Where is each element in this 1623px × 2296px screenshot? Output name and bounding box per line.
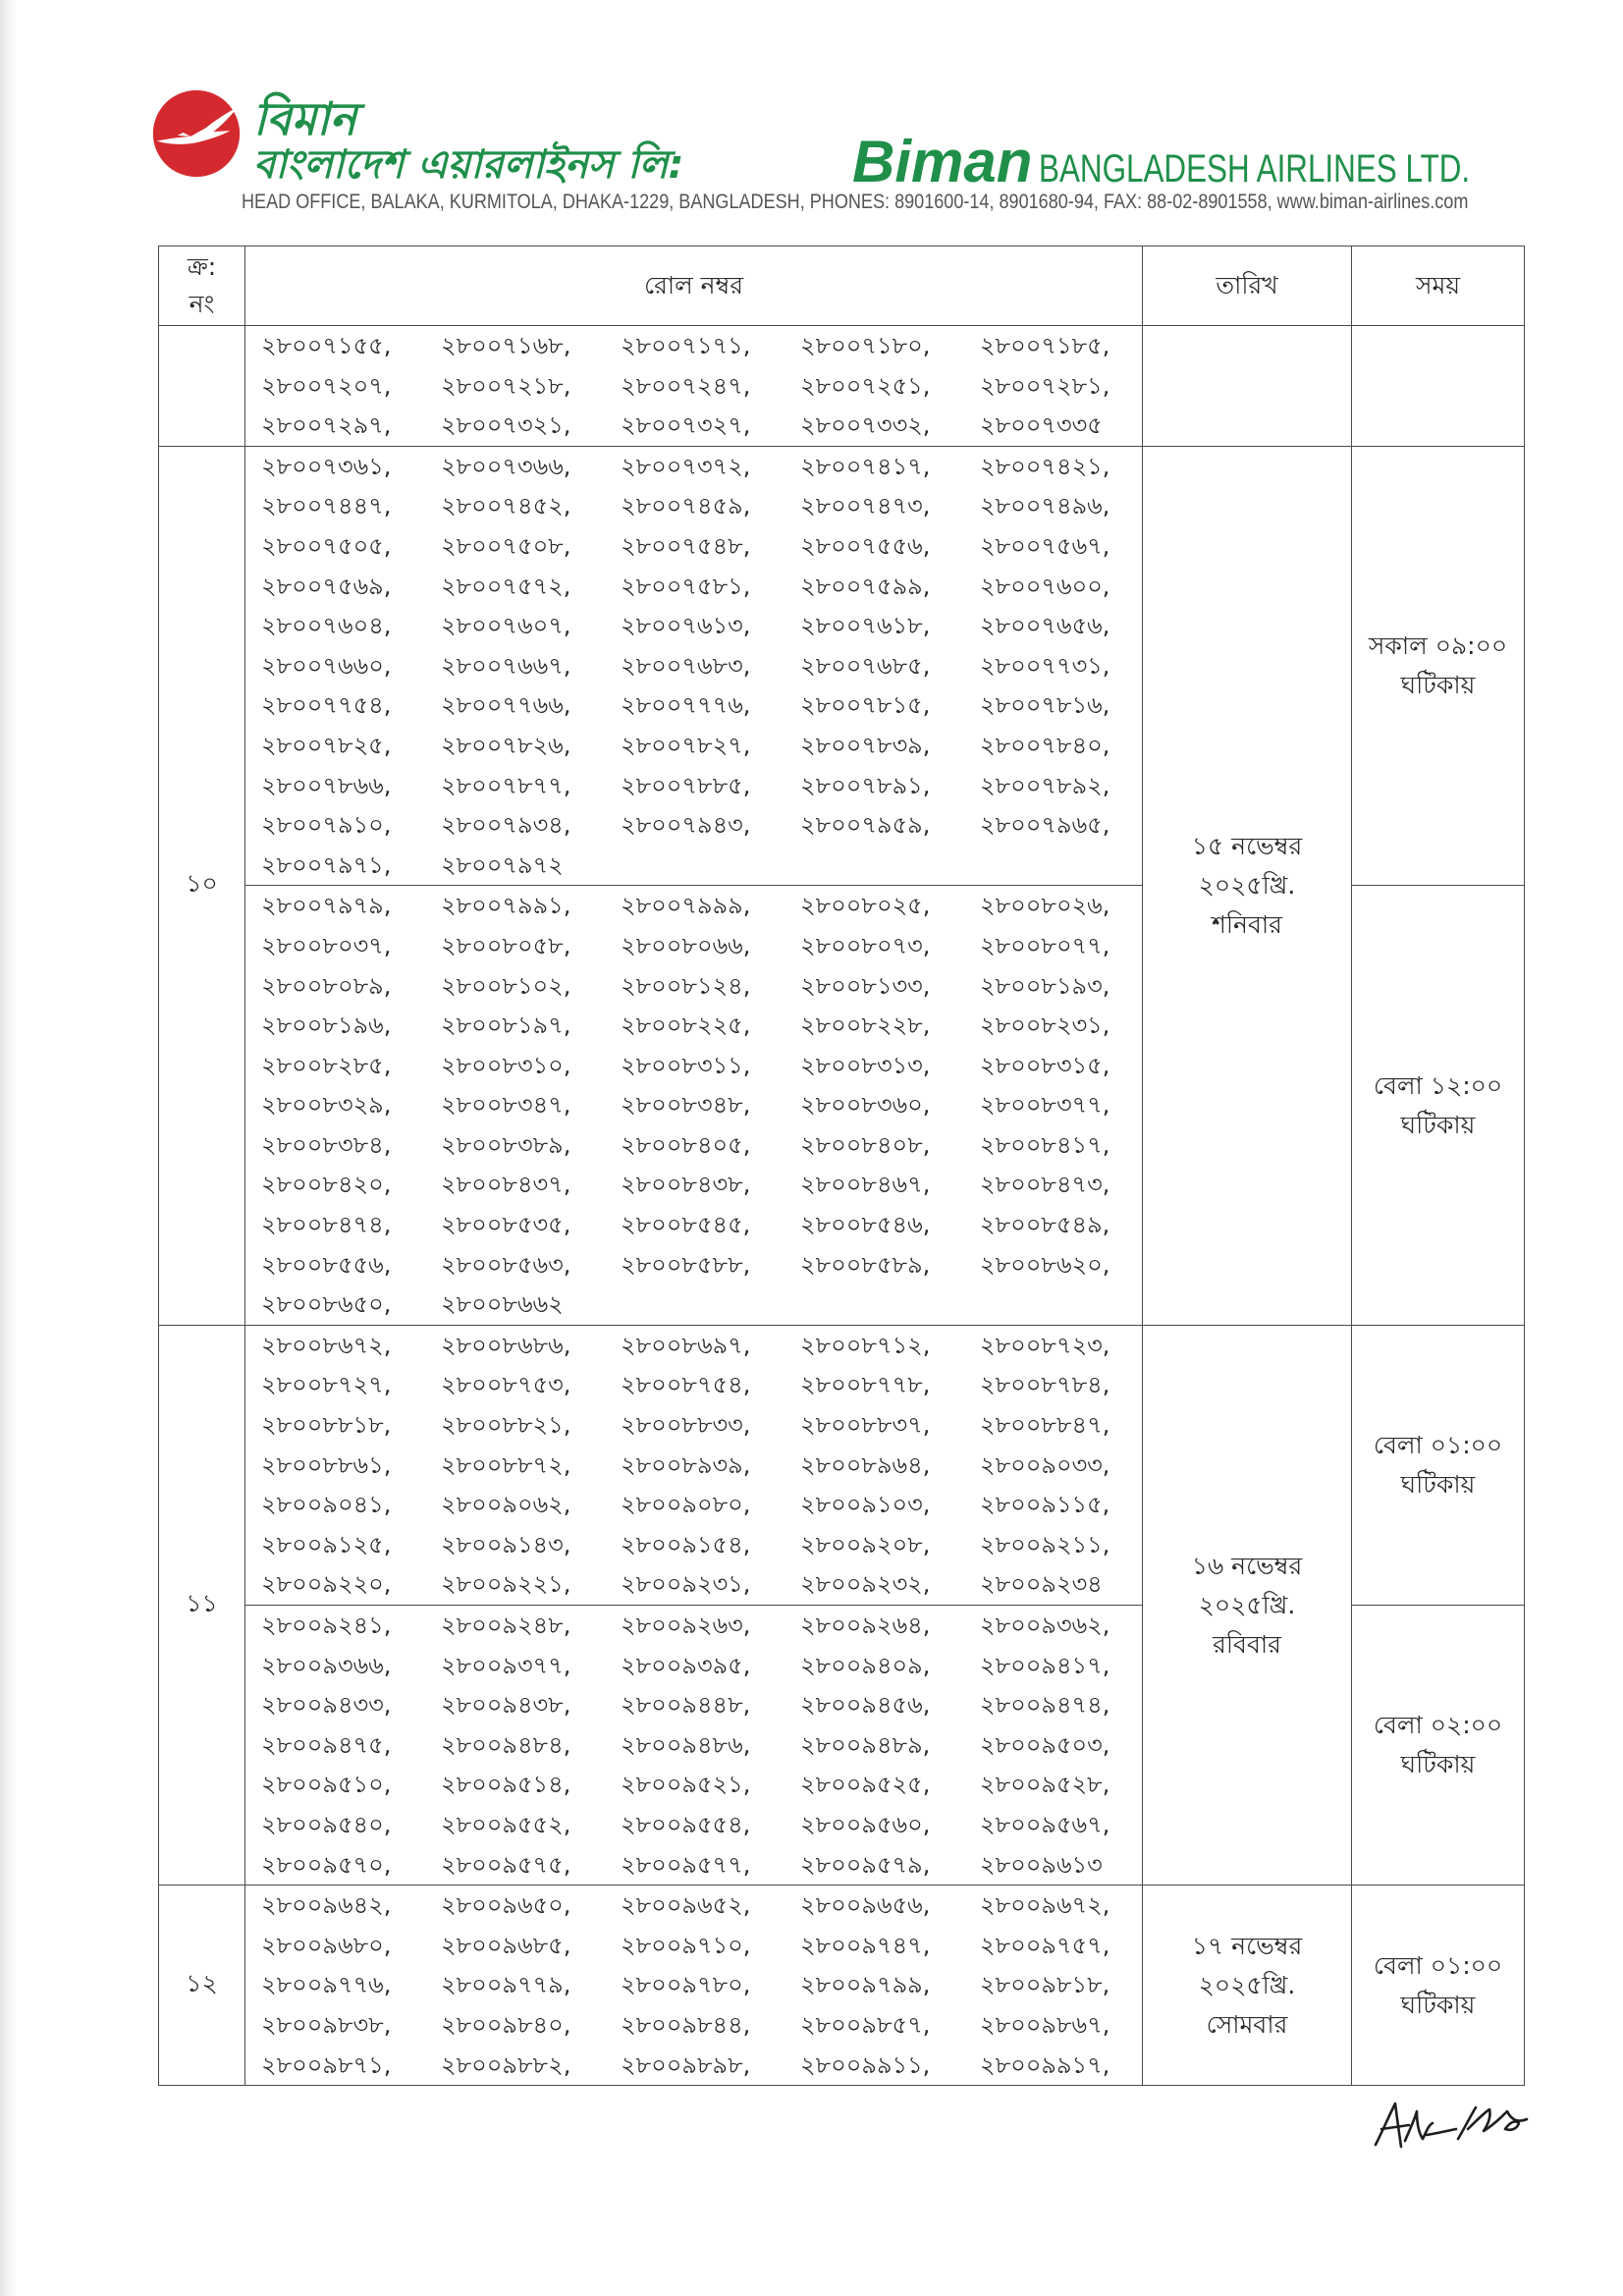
roll-number: ২৮০০৮০৩৭, [261, 931, 392, 959]
date-line: ২০২৫খ্রি. [1198, 1590, 1296, 1619]
biman-bird-logo-icon [149, 86, 243, 181]
roll-number: ২৮০০৮৭৭৮, [800, 1371, 931, 1399]
date-line: ১৭ নভেম্বর [1191, 1931, 1303, 1960]
head-office-address: HEAD OFFICE, BALAKA, KURMITOLA, DHAKA-1229, BANGLADESH, PHONES: 8901600-14, 8901680-94, FAX: 88-02-8901558, www.biman-airlines.com [242, 191, 1469, 213]
time-text [1352, 1066, 1524, 1145]
roll-number: ২৮০০৮৪০৮, [800, 1130, 931, 1159]
serial-cell: ১২ [159, 1886, 245, 2086]
roll-number: ২৮০০৮৮২১, [441, 1411, 571, 1440]
date-line: রবিবার [1213, 1629, 1281, 1659]
roll-number: ২৮০০৯৫৬৭, [980, 1810, 1110, 1838]
roll-number: ২৮০০৭৩৩৫ [980, 411, 1103, 440]
roll-number: ২৮০০৮৩২৯, [261, 1091, 392, 1120]
roll-number: ২৮০০৭৬৮৫, [800, 651, 931, 680]
roll-cell [245, 446, 1143, 886]
roll-number: ২৮০০৮৩৭৭, [980, 1091, 1110, 1120]
roll-number: ২৮০০৯৮৬৭, [980, 2010, 1110, 2039]
table-row [159, 1325, 1525, 1605]
roll-number: ২৮০০৮১৯৭, [441, 1011, 571, 1040]
roll-number: ২৮০০৯৫২৫, [800, 1771, 931, 1799]
roll-number: ২৮০০৯২২১, [441, 1570, 571, 1599]
roll-number-list [245, 1326, 1142, 1605]
roll-number: ২৮০০৭৬৫৬, [980, 612, 1110, 640]
roll-number: ২৮০০৮২২৮, [800, 1011, 931, 1040]
serial-cell: ১০ [159, 446, 245, 1325]
roll-number: ২৮০০৯৪৭৪, [980, 1691, 1110, 1720]
roll-number: ২৮০০৯১২৫, [261, 1530, 392, 1558]
time-line: ঘটিকায় [1400, 1469, 1476, 1499]
date-header: তারিখ [1143, 246, 1352, 326]
roll-number: ২৮০০৯৫৬০, [800, 1810, 931, 1838]
roll-number: ২৮০০৯৪৩৮, [441, 1691, 571, 1720]
roll-number: ২৮০০৭৩৩২, [800, 411, 931, 440]
roll-number: ২৮০০৭৬০৪, [261, 612, 392, 640]
roll-number: ২৮০০৮৬৫০, [261, 1290, 392, 1319]
roll-number: ২৮০০৮৬৯৭, [621, 1331, 751, 1359]
roll-number: ২৮০০৯৪৮৯, [800, 1730, 931, 1759]
roll-number: ২৮০০৭২৪৭, [621, 371, 751, 400]
roll-number: ২৮০০৭৯৪৩, [621, 811, 751, 840]
roll-number: ২৮০০৮৭২৭, [261, 1371, 392, 1399]
time-line: ঘটিকায় [1400, 671, 1476, 700]
roll-number: ২৮০০৯৮৯৮, [621, 2050, 751, 2079]
roll-number: ২৮০০৭৯৭২ [441, 850, 564, 879]
roll-number: ২৮০০৯৪৭৫, [261, 1730, 392, 1759]
roll-number-list [245, 886, 1142, 1325]
date-cell [1143, 1886, 1352, 2086]
roll-number: ২৮০০৭৯৯১, [441, 892, 571, 920]
roll-number: ২৮০০৯২৩২, [800, 1570, 931, 1599]
roll-number: ২৮০০৯৪৫৬, [800, 1691, 931, 1720]
roll-number: ২৮০০৮৪৭৩, [980, 1171, 1110, 1199]
date-text [1143, 827, 1351, 945]
time-line: বেলা ০২:০০ [1373, 1711, 1503, 1740]
roll-number: ২৮০০৮৮৪৭, [980, 1411, 1110, 1440]
signature [1370, 2090, 1532, 2153]
roll-number: ২৮০০৭৪৯৬, [980, 492, 1110, 520]
date-line: ২০২৫খ্রি. [1198, 870, 1296, 900]
roll-number: ২৮০০৭৮১৫, [800, 691, 931, 720]
roll-number: ২৮০০৭৩৬১, [261, 452, 392, 480]
roll-number: ২৮০০৮৪১৭, [980, 1130, 1110, 1159]
roll-number: ২৮০০৯৫৭৭, [621, 1850, 751, 1879]
roll-number: ২৮০০৯১০৩, [800, 1491, 931, 1519]
roll-number: ২৮০০৭২০৭, [261, 371, 392, 400]
roll-number: ২৮০০৭১৬৮, [441, 332, 571, 359]
roll-number: ২৮০০৮১০২, [441, 971, 571, 1000]
roll-number: ২৮০০৮৩১৩, [800, 1051, 931, 1079]
roll-number: ২৮০০৮২২৫, [621, 1011, 751, 1040]
roll-number: ২৮০০৮৫৪৫, [621, 1211, 751, 1239]
time-cell [1352, 1606, 1525, 1886]
roll-number: ২৮০০৯০৩৩, [980, 1450, 1110, 1479]
roll-number: ২৮০০৮৫৪৯, [980, 1211, 1110, 1239]
roll-number: ২৮০০৮১২৪, [621, 971, 751, 1000]
roll-number: ২৮০০৭৫৮১, [621, 572, 751, 600]
roll-number: ২৮০০৯৫০৩, [980, 1730, 1110, 1759]
roll-number: ২৮০০৭৫০৫, [261, 531, 392, 560]
table-row [159, 1886, 1525, 2086]
table-row [159, 326, 1525, 447]
roll-number: ২৮০০৯৭৭৬, [261, 1971, 392, 1999]
roll-number: ২৮০০৭২৮১, [980, 371, 1110, 400]
roll-number: ২৮০০৭২৯৭, [261, 411, 392, 440]
brand-suffix: BANGLADESH AIRLINES LTD. [1039, 147, 1471, 191]
roll-number: ২৮০০৯৩৯৫, [621, 1651, 751, 1679]
roll-number: ২৮০০৭৮৯১, [800, 771, 931, 799]
roll-number: ২৮০০৮৫৮৯, [800, 1250, 931, 1279]
time-cell [1352, 1886, 1525, 2086]
roll-number: ২৮০০৯৬৫৬, [800, 1891, 931, 1920]
roll-number: ২৮০০৯৭১০, [621, 1931, 751, 1959]
roll-number: ২৮০০৯৮৩৮, [261, 2010, 392, 2039]
roll-number: ২৮০০৭৪২১, [980, 452, 1110, 480]
roll-number: ২৮০০৭২১৮, [441, 371, 571, 400]
roll-number-list [245, 1886, 1142, 2085]
roll-number: ২৮০০৭৭৩১, [980, 651, 1110, 680]
roll-number: ২৮০০৮৭৮৪, [980, 1371, 1110, 1399]
roll-number: ২৮০০৯৬৭২, [980, 1891, 1110, 1920]
roll-number: ২৮০০৮০২৬, [980, 892, 1110, 920]
roll-number: ২৮০০৯১১৫, [980, 1491, 1110, 1519]
roll-number: ২৮০০৭৬১৮, [800, 612, 931, 640]
roll-number: ২৮০০৯২৩১, [621, 1570, 751, 1599]
roll-number: ২৮০০৭৫৯৯, [800, 572, 931, 600]
time-cell [1352, 326, 1525, 447]
roll-number: ২৮০০৮৫৮৮, [621, 1250, 751, 1279]
roll-number: ২৮০০৮০৬৬, [621, 931, 751, 959]
time-cell [1352, 1325, 1525, 1605]
roll-number: ২৮০০৭৬১৩, [621, 612, 751, 640]
roll-number: ২৮০০৯৮৪৪, [621, 2010, 751, 2039]
roll-number: ২৮০০৮৩১১, [621, 1051, 751, 1079]
roll-number: ২৮০০৯৫৭০, [261, 1850, 392, 1879]
roll-number: ২৮০০৯৭৮০, [621, 1971, 751, 1999]
roll-number: ২৮০০৮০৭৭, [980, 931, 1110, 959]
roll-number: ২৮০০৭৯৯৯, [621, 892, 751, 920]
roll-number: ২৮০০৯৩৬২, [980, 1612, 1110, 1639]
date-cell [1143, 446, 1352, 1325]
time-cell [1352, 886, 1525, 1326]
time-text [1352, 1946, 1524, 2025]
roll-number: ২৮০০৯২৬৪, [800, 1612, 931, 1639]
roll-number: ২৮০০৮০৭৩, [800, 931, 931, 959]
roll-number: ২৮০০৮৫৪৬, [800, 1211, 931, 1239]
roll-cell [245, 1886, 1143, 2086]
roll-number-list [245, 447, 1142, 886]
roll-number: ২৮০০৮৭২৩, [980, 1331, 1110, 1359]
roll-number-list [245, 326, 1142, 446]
roll-number: ২৮০০৭৪১৭, [800, 452, 931, 480]
date-text [1143, 1547, 1351, 1665]
time-text [1352, 1426, 1524, 1504]
roll-number: ২৮০০৮৫৫৬, [261, 1250, 392, 1279]
roll-number: ২৮০০৯৮৮২, [441, 2050, 571, 2079]
roll-number: ২৮০০৮১৩৩, [800, 971, 931, 1000]
roll-number: ২৮০০৮৩৬০, [800, 1091, 931, 1120]
serial-cell [159, 326, 245, 447]
roll-number: ২৮০০৯০৬২, [441, 1491, 571, 1519]
roll-number: ২৮০০৯২০৮, [800, 1530, 931, 1558]
roll-number: ২৮০০৮৪৭৪, [261, 1211, 392, 1239]
roll-number: ২৮০০৭৯১০, [261, 811, 392, 840]
roll-number: ২৮০০৭৩৭২, [621, 452, 751, 480]
roll-number: ২৮০০৯৬৫২, [621, 1891, 751, 1920]
roll-number: ২৮০০৮৮১৮, [261, 1411, 392, 1440]
roll-number: ২৮০০৮০২৫, [800, 892, 931, 920]
roll-number: ২৮০০৮৭১২, [800, 1331, 931, 1359]
roll-number: ২৮০০৯২৬৩, [621, 1612, 751, 1639]
roll-number: ২৮০০৯১৪৩, [441, 1530, 571, 1558]
roll-number: ২৮০০৯৫৭৫, [441, 1850, 571, 1879]
roll-number: ২৮০০৮৯৩৯, [621, 1450, 751, 1479]
roll-number: ২৮০০৯৪৪৮, [621, 1691, 751, 1720]
roll-number: ২৮০০৮৬২০, [980, 1250, 1110, 1279]
roll-number: ২৮০০৮৩৮৪, [261, 1130, 392, 1159]
roll-number: ২৮০০৮৪৩৭, [441, 1171, 571, 1199]
roll-number: ২৮০০৮৮৩৭, [800, 1411, 931, 1440]
date-line: ২০২৫খ্রি. [1198, 1970, 1296, 1999]
time-line: ঘটিকায় [1400, 1750, 1476, 1779]
roll-number: ২৮০০৭৮৪০, [980, 731, 1110, 759]
roll-number: ২৮০০৮০৮৯, [261, 971, 392, 1000]
date-line: ১৬ নভেম্বর [1191, 1551, 1303, 1580]
date-cell [1143, 326, 1352, 447]
roll-number-list [245, 1606, 1142, 1885]
roll-number: ২৮০০৭৮৬৬, [261, 771, 392, 799]
roll-number: ২৮০০৭৯৭১, [261, 850, 392, 879]
roll-number: ২৮০০৯৭৯৯, [800, 1971, 931, 1999]
roll-number: ২৮০০৭৮১৬, [980, 691, 1110, 720]
roll-number: ২৮০০৮৪০৫, [621, 1130, 751, 1159]
roll-number: ২৮০০৭৩২৭, [621, 411, 751, 440]
roll-number: ২৮০০৭৪৫৯, [621, 492, 751, 520]
roll-number: ২৮০০৯৬৫০, [441, 1891, 571, 1920]
roll-number: ২৮০০৯৯১৭, [980, 2050, 1110, 2079]
roll-number: ২৮০০৯৫১৪, [441, 1771, 571, 1799]
roll-number: ২৮০০৮৯৬৪, [800, 1450, 931, 1479]
roll-number: ২৮০০৯৪৮৬, [621, 1730, 751, 1759]
table-header-row [159, 246, 1525, 326]
roll-number: ২৮০০৭৮৭৭, [441, 771, 571, 799]
roll-number: ২৮০০৯৮১৮, [980, 1971, 1110, 1999]
roll-number: ২৮০০৮৫৩৫, [441, 1211, 571, 1239]
time-line: ঘটিকায় [1400, 1990, 1476, 2019]
roll-number: ২৮০০৭৬০৭, [441, 612, 571, 640]
roll-number: ২৮০০৯৮৭১, [261, 2050, 392, 2079]
roll-number: ২৮০০৯৮৫৭, [800, 2010, 931, 2039]
roll-number: ২৮০০৯২২০, [261, 1570, 392, 1599]
roll-number: ২৮০০৭৪৪৭, [261, 492, 392, 520]
roll-number: ২৮০০৯৩৬৬, [261, 1651, 392, 1679]
date-line: ১৫ নভেম্বর [1191, 831, 1303, 860]
roll-number: ২৮০০৭৮৩৯, [800, 731, 931, 759]
bengali-wordmark-line2: বাংলাদেশ এয়ারলাইনস লি: [253, 142, 684, 188]
roll-number: ২৮০০৭৫৬৭, [980, 531, 1110, 560]
roll-number: ২৮০০৭২৫১, [800, 371, 931, 400]
roll-number: ২৮০০৭৭৬৬, [441, 691, 571, 720]
roll-number: ২৮০০৯৬৪২, [261, 1891, 392, 1920]
roll-number: ২৮০০৯৬১৩ [980, 1850, 1103, 1879]
roll-number: ২৮০০৭৩৬৬, [441, 452, 571, 480]
roll-number: ২৮০০৯৭৪৭, [800, 1931, 931, 1959]
roll-number: ২৮০০৭৫০৮, [441, 531, 571, 560]
roll-number: ২৮০০৯৬৮৫, [441, 1931, 571, 1959]
roll-number: ২৮০০৭৬৬০, [261, 651, 392, 680]
roll-number: ২৮০০৯৪৩৩, [261, 1691, 392, 1720]
roll-number: ২৮০০৮৭৫৪, [621, 1371, 751, 1399]
roll-number: ২৮০০৯৫১০, [261, 1771, 392, 1799]
roll-number: ২৮০০৯৪০৯, [800, 1651, 931, 1679]
roll-number: ২৮০০৯২৩৪ [980, 1570, 1103, 1599]
time-line: বেলা ১২:০০ [1373, 1070, 1503, 1100]
serial-header-line1: ক্র: [187, 252, 217, 281]
roll-number: ২৮০০৭৫৬৯, [261, 572, 392, 600]
serial-cell: ১১ [159, 1325, 245, 1885]
date-line: শনিবার [1212, 909, 1282, 939]
roll-number: ২৮০০৭১৮৫, [980, 332, 1110, 359]
roll-number: ২৮০০৮৩১৫, [980, 1051, 1110, 1079]
roll-number: ২৮০০৮১৯৩, [980, 971, 1110, 1000]
roll-number: ২৮০০৭৫৪৮, [621, 531, 751, 560]
roll-number: ২৮০০৮২৮৫, [261, 1051, 392, 1079]
roll-number: ২৮০০৮৬৭২, [261, 1331, 392, 1359]
roll-number: ২৮০০৯০৮০, [621, 1491, 751, 1519]
roll-number: ২৮০০৯২৪৮, [441, 1612, 571, 1639]
time-line: বেলা ০১:০০ [1373, 1430, 1503, 1459]
roll-number: ২৮০০৮৮৭২, [441, 1450, 571, 1479]
roll-number: ২৮০০৭৩২১, [441, 411, 571, 440]
roll-number: ২৮০০৯৭৭৯, [441, 1971, 571, 1999]
roll-number: ২৮০০৭৮২৭, [621, 731, 751, 759]
roll-number: ২৮০০৯৭৫৭, [980, 1931, 1110, 1959]
roll-number: ২৮০০৭১৫৫, [261, 332, 392, 359]
roll-number: ২৮০০৮১৯৬, [261, 1011, 392, 1040]
roll-number: ২৮০০৮৪২০, [261, 1171, 392, 1199]
roll-number: ২৮০০৭৮২৫, [261, 731, 392, 759]
roll-number: ২৮০০৯৫২১, [621, 1771, 751, 1799]
roll-number: ২৮০০৯১৫৪, [621, 1530, 751, 1558]
roll-number: ২৮০০৯৫৭৯, [800, 1850, 931, 1879]
date-line: সোমবার [1206, 2009, 1288, 2039]
time-header: সময় [1352, 246, 1525, 326]
roll-number: ২৮০০৭৭৫৪, [261, 691, 392, 720]
roll-number: ২৮০০৯৪১৭, [980, 1651, 1110, 1679]
roll-cell [245, 1606, 1143, 1886]
roll-number: ২৮০০৯৫৫২, [441, 1810, 571, 1838]
roll-number: ২৮০০৭৫৭২, [441, 572, 571, 600]
roll-number: ২৮০০৭৪৫২, [441, 492, 571, 520]
time-line: ঘটিকায় [1400, 1110, 1476, 1139]
roll-number: ২৮০০৮৩৪৭, [441, 1091, 571, 1120]
roll-number: ২৮০০৭৫৫৬, [800, 531, 931, 560]
roll-number: ২৮০০৮৩৪৮, [621, 1091, 751, 1120]
serial-header-line2: নং [189, 290, 215, 318]
roll-number: ২৮০০৭৬০০, [980, 572, 1110, 600]
scan-edge [0, 0, 16, 2296]
roll-cell [245, 1325, 1143, 1605]
roll-number: ২৮০০৮৬৮৬, [441, 1331, 571, 1359]
roll-number: ২৮০০৭৬৬৭, [441, 651, 571, 680]
roll-number: ২৮০০৮৬৬২ [441, 1290, 564, 1319]
table-row [159, 446, 1525, 886]
roll-number: ২৮০০৭৯৭৯, [261, 892, 392, 920]
roll-number: ২৮০০৮৪৩৮, [621, 1171, 751, 1199]
roll-header: রোল নম্বর [245, 246, 1143, 326]
roll-number: ২৮০০৭৬৮৩, [621, 651, 751, 680]
roll-number: ২৮০০৭৯৫৯, [800, 811, 931, 840]
roll-number: ২৮০০৯২১১, [980, 1530, 1110, 1558]
time-line: বেলা ০১:০০ [1373, 1950, 1503, 1980]
roll-number: ২৮০০৮৮৩৩, [621, 1411, 751, 1440]
date-cell [1143, 1325, 1352, 1885]
brand-name: Biman [852, 129, 1033, 194]
roll-number: ২৮০০৯২৪১, [261, 1612, 392, 1639]
roll-number: ২৮০০৯০৪১, [261, 1491, 392, 1519]
roll-number: ২৮০০৯৮৪০, [441, 2010, 571, 2039]
roll-number: ২৮০০৮৩৮৯, [441, 1130, 571, 1159]
roll-number: ২৮০০৮৮৬১, [261, 1450, 392, 1479]
exam-schedule-table [158, 246, 1525, 2086]
roll-number: ২৮০০৮০৫৮, [441, 931, 571, 959]
roll-number: ২৮০০৯৩৭৭, [441, 1651, 571, 1679]
bengali-wordmark-line1: বিমান [253, 92, 357, 145]
roll-number: ২৮০০৯৫৪০, [261, 1810, 392, 1838]
roll-number: ২৮০০৯৫২৮, [980, 1771, 1110, 1799]
roll-number: ২৮০০৮২৩১, [980, 1011, 1110, 1040]
time-text [1352, 627, 1524, 705]
time-line: সকাল ০৯:০০ [1368, 631, 1508, 661]
roll-number: ২৮০০৮৩১০, [441, 1051, 571, 1079]
roll-number: ২৮০০৭৪৭৩, [800, 492, 931, 520]
roll-number: ২৮০০৮৫৬৩, [441, 1250, 571, 1279]
roll-number: ২৮০০৭৯৩৪, [441, 811, 571, 840]
roll-number: ২৮০০৭৮৮৫, [621, 771, 751, 799]
roll-number: ২৮০০৭১৮০, [800, 332, 931, 359]
roll-number: ২৮০০৮৭৫৩, [441, 1371, 571, 1399]
roll-number: ২৮০০৭৮৯২, [980, 771, 1110, 799]
time-text [1352, 1706, 1524, 1784]
roll-number: ২৮০০৯৪৮৪, [441, 1730, 571, 1759]
date-text [1143, 1927, 1351, 2045]
roll-number: ২৮০০৭৯৬৫, [980, 811, 1110, 840]
roll-cell [245, 886, 1143, 1326]
serial-header [159, 246, 245, 326]
roll-number: ২৮০০৯৫৫৪, [621, 1810, 751, 1838]
roll-number: ২৮০০৭১৭১, [621, 332, 751, 359]
roll-number: ২৮০০৭৮২৬, [441, 731, 571, 759]
roll-number: ২৮০০৭৭৭৬, [621, 691, 751, 720]
time-cell [1352, 446, 1525, 886]
roll-number: ২৮০০৮৪৬৭, [800, 1171, 931, 1199]
roll-number: ২৮০০৯৬৮০, [261, 1931, 392, 1959]
roll-number: ২৮০০৯৯১১, [800, 2050, 931, 2079]
roll-cell [245, 326, 1143, 447]
